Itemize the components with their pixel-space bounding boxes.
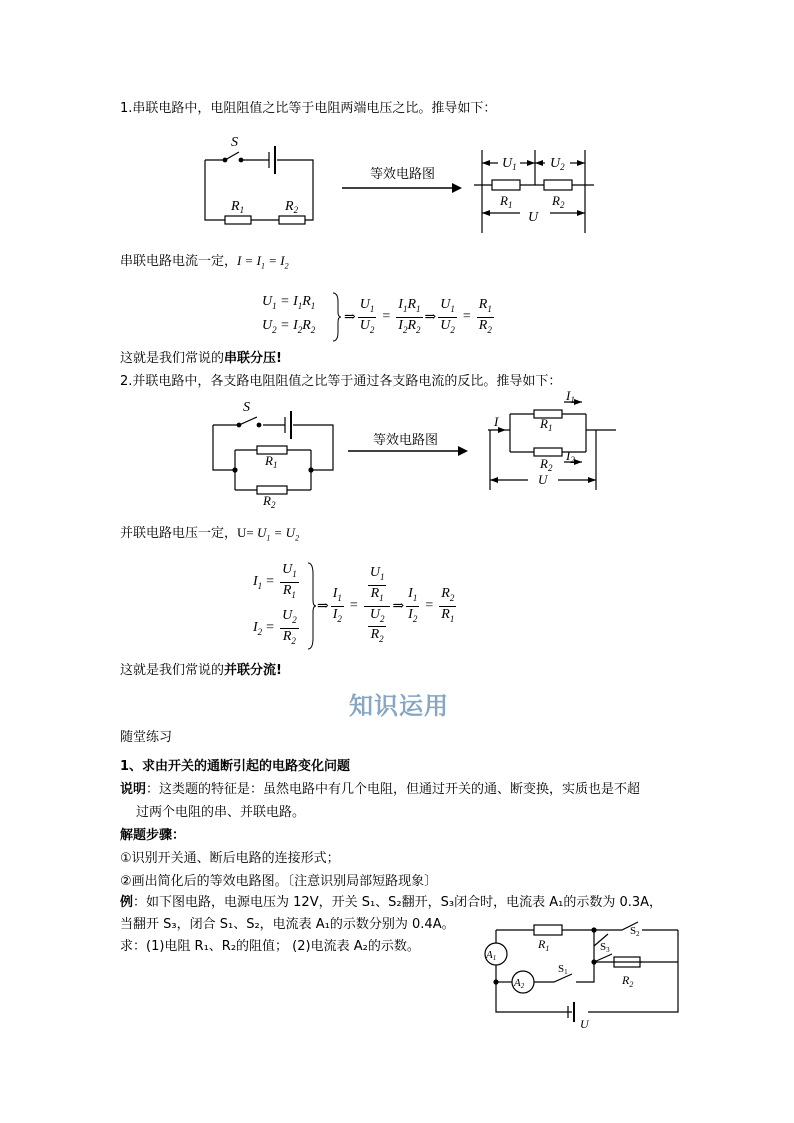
series-derivation: $U_1 = I_1R_1$ $U_2 = I_2R_2$ ⇒ $\frac{U_1}{U_2}$ = $\frac{I_1R_1}{I_2R_2}$ ⇒ $\frac{U_1}{U_2}$ = $\frac{R_1}{R_2}$ — [262, 292, 532, 344]
pe-u-label: U — [538, 472, 548, 487]
fig-a1-label: A1 — [486, 949, 497, 962]
pe-r2-label: $R_2$ — [540, 456, 553, 473]
fig-r2-label: $R_2$ — [622, 973, 634, 989]
parallel-r1-label: $R_1$ — [265, 453, 278, 470]
fig-a2-label: A2 — [514, 977, 525, 990]
example-circuit-figure — [482, 912, 692, 1032]
series-r2-label: $R_2$ — [285, 199, 299, 215]
parallel-switch-label: S — [243, 400, 250, 415]
example-line-3: 求：(1)电阻 R₁、R₂的阻值； (2)电流表 A₂的示数。 — [120, 939, 420, 954]
fig-s1-label: S1 — [558, 963, 568, 976]
example-line-2: 当翻开 S₃，闭合 S₁、S₂，电流表 A₁的示数分别为 0.4A。 — [120, 917, 455, 932]
pe-i2-label: $I_2$ — [566, 448, 575, 465]
series-equivalent-diagram — [460, 145, 600, 240]
example-line-1: 例：如下图电路，电源电压为 12V，开关 S₁、S₂翻开，S₃闭合时，电流表 A₁的示数为 0.3A， — [120, 895, 663, 910]
practice-heading: 随堂练习 — [120, 730, 173, 745]
fig-s2-label: S2 — [630, 925, 640, 938]
parallel-circuit-diagram — [205, 395, 345, 510]
eq-u2-label: $U_2$ — [550, 156, 565, 172]
arrow-label-1: 等效电路图 — [370, 167, 436, 182]
parallel-summary: 这就是我们常说的并联分流! — [120, 663, 282, 678]
eq-r1-label: $R_1$ — [500, 193, 513, 210]
arrow-label-2: 等效电路图 — [373, 433, 439, 448]
series-switch-label: S — [231, 135, 238, 150]
explanation-cont: 过两个电阻的串、并联电路。 — [136, 805, 306, 820]
fig-r1-label: $R_1$ — [538, 937, 550, 953]
parallel-equivalent-diagram — [478, 390, 623, 500]
series-current-const: 串联电路电流一定，$I = I_1 = I_2$ — [120, 253, 289, 271]
series-r1-label: $R_1$ — [231, 199, 245, 215]
fig-u-label: U — [580, 1017, 589, 1031]
pe-i1-label: $I_1$ — [566, 390, 575, 405]
parallel-r2-label: $R_2$ — [263, 493, 276, 510]
eq-u-label: U — [528, 210, 539, 225]
sec2-intro: 2.并联电路中，各支路电阻阻值之比等于通过各支路电流的反比。推导如下： — [120, 374, 562, 389]
series-circuit-diagram — [195, 130, 325, 230]
pe-i-label: I — [494, 414, 499, 429]
parallel-derivation: $I_1$ = $\frac{U_1}{R_1}$ $I_2$ = $\frac{U_2}{R_2}$ ⇒ $\frac{I_1}{I_2}$ = $\frac{\frac{U_1}{R_1}}{\frac{U_2}{R_2}}$ ⇒ $\frac{I_1}{I_2}$ = $\frac{R_2}{R_1}$ — [253, 560, 493, 655]
pe-r1-label: $R_1$ — [540, 416, 553, 433]
step-2: ②画出简化后的等效电路图。〔注意识别局部短路现象〕 — [120, 874, 438, 889]
question-title: 1、求由开关的通断引起的电路变化问题 — [120, 759, 351, 774]
eq-u1-label: $U_1$ — [502, 156, 517, 172]
knowledge-application-banner: 知识运用 — [349, 692, 449, 720]
fig-s3-label: S3 — [600, 941, 610, 954]
steps-label: 解题步骤： — [120, 828, 186, 843]
parallel-voltage-const: 并联电路电压一定，$U= U_1 = U_2$ — [120, 525, 300, 543]
sec1-intro: 1.串联电路中，电阻阻值之比等于电阻两端电压之比。推导如下： — [120, 101, 497, 116]
series-summary: 这就是我们常说的串联分压! — [120, 351, 282, 366]
explanation: 说明：这类题的特征是：虽然电路中有几个电阻，但通过开关的通、断变换，实质也是不超 — [120, 782, 641, 797]
step-1: ①识别开关通、断后电路的连接形式； — [120, 851, 340, 866]
eq-r2-label: $R_2$ — [552, 193, 565, 210]
